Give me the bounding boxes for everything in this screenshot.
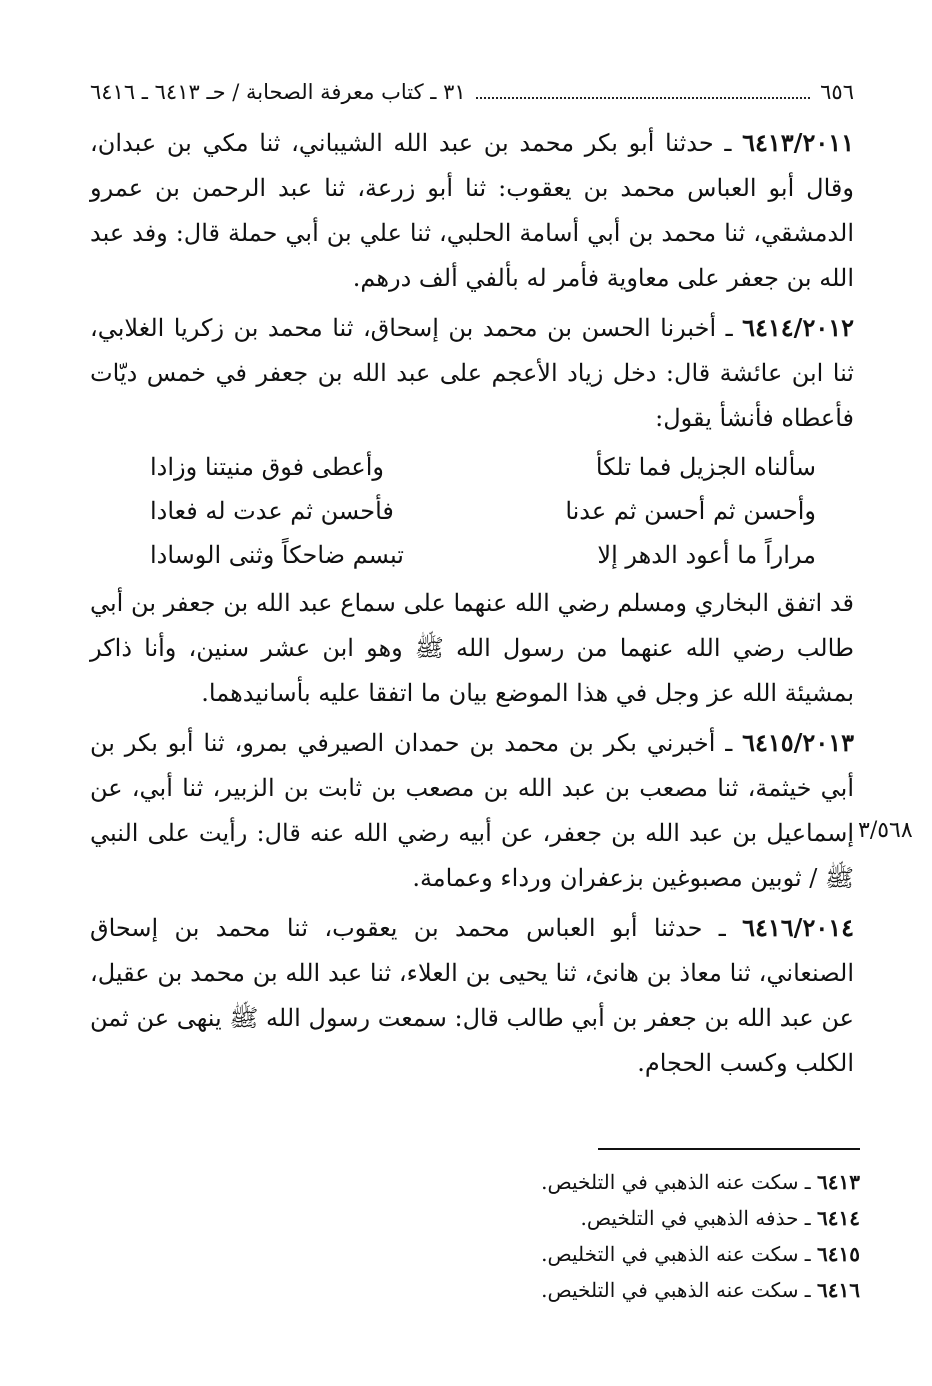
hadith-text: ـ حدثنا أبو العباس محمد بن يعقوب، ثنا محمد بن إسحاق الصنعاني، ثنا معاذ بن هانئ، ثنا يحيى بن العلاء، ثنا عبد الله بن محمد بن عقيل، عن عبد الله بن جعفر بن أبي طالب قال: سمعت رسول الله ﷺ ينهى عن ثمن الكلب وكسب الحجام. <box>90 914 854 1077</box>
poem <box>90 445 854 577</box>
margin-volume-page-note: ٣/٥٦٨ <box>858 818 913 843</box>
footnote-text: ـ سكت عنه الذهبي في التلخيص. <box>541 1278 811 1302</box>
hadith-6416 <box>90 905 854 1086</box>
footnote-text: ـ حذفه الذهبي في التلخيص. <box>580 1206 811 1230</box>
verse-first-hemistich: مراراً ما أعود الدهر إلا <box>597 541 816 569</box>
page-body <box>90 78 854 1086</box>
hadith-number: ٦٤١٦/٢٠١٤ <box>742 913 854 942</box>
verse-second-hemistich: فأحسن ثم عدت له فعادا <box>150 497 394 525</box>
footnote-number: ٦٤١٣ <box>817 1170 860 1194</box>
verse-first-hemistich: سألناه الجزيل فما تلكأ <box>595 453 816 481</box>
footnote-number: ٦٤١٦ <box>817 1278 860 1302</box>
verse-second-hemistich: وأعطى فوق منيتنا وزادا <box>150 453 384 481</box>
hadith-number: ٦٤١٥/٢٠١٣ <box>742 728 854 757</box>
verse-first-hemistich: وأحسن ثم أحسن ثم عدنا <box>565 497 816 525</box>
verse-second-hemistich: تبسم ضاحكاً وثنى الوسادا <box>150 541 404 569</box>
header-dot-leader <box>476 81 810 99</box>
hadith-6414 <box>90 305 854 441</box>
footnote-item <box>520 1164 860 1200</box>
footnote-number: ٦٤١٥ <box>817 1242 860 1266</box>
hadith-text: ـ أخبرنا الحسن بن محمد بن إسحاق، ثنا محمد بن زكريا الغلابي، ثنا ابن عائشة قال: دخل زياد الأعجم على عبد الله بن جعفر في خمس ديّات فأعطاه فأنشأ يقول: <box>90 314 854 432</box>
footnote-text: ـ سكت عنه الذهبي في التخليص. <box>541 1242 811 1266</box>
running-header <box>90 78 854 106</box>
hadith-6415 <box>90 720 854 901</box>
poem-verse <box>150 489 816 533</box>
footnotes <box>520 1148 860 1308</box>
footnote-item <box>520 1272 860 1308</box>
running-title: ٣١ ـ كتاب معرفة الصحابة / حـ ٦٤١٣ ـ ٦٤١٦ <box>90 80 466 104</box>
footnote-text: ـ سكت عنه الذهبي في التلخيص. <box>541 1170 811 1194</box>
hadith-text: ـ أخبرني بكر بن محمد بن حمدان الصيرفي بمرو، ثنا أبو بكر بن أبي خيثمة، ثنا مصعب بن عبد الله بن مصعب بن ثابت بن الزبير، ثنا أبي، عن إسماعيل بن عبد الله بن جعفر، عن أبيه رضي الله عنه قال: رأيت على النبي ﷺ / ثوبين مصبوغين بزعفران ورداء وعمامة. <box>90 729 854 892</box>
page-number: ٦٥٦ <box>820 80 854 104</box>
footnote-item <box>520 1200 860 1236</box>
footnote-separator <box>598 1148 860 1150</box>
hadith-6413 <box>90 120 854 301</box>
footnote-number: ٦٤١٤ <box>817 1206 860 1230</box>
hadith-number: ٦٤١٤/٢٠١٢ <box>742 313 854 342</box>
hadith-text: ـ حدثنا أبو بكر محمد بن عبد الله الشيباني، ثنا مكي بن عبدان، وقال أبو العباس محمد بن يعقوب: ثنا أبو زرعة، ثنا عبد الرحمن بن عمرو الدمشقي، ثنا محمد بن أبي أسامة الحلبي، ثنا علي بن أبي حملة قال: وفد عبد الله بن جعفر على معاوية فأمر له بألفي ألف درهم. <box>90 129 854 292</box>
poem-verse <box>150 533 816 577</box>
footnote-item <box>520 1236 860 1272</box>
hadith-number: ٦٤١٣/٢٠١١ <box>742 128 854 157</box>
poem-verse <box>150 445 816 489</box>
commentary-paragraph: قد اتفق البخاري ومسلم رضي الله عنهما على سماع عبد الله بن جعفر بن أبي طالب رضي الله عنهما من رسول الله ﷺ وهو ابن عشر سنين، وأنا ذاكر بمشيئة الله عز وجل في هذا الموضع بيان ما اتفقا عليه بأسانيدهما. <box>90 589 854 707</box>
